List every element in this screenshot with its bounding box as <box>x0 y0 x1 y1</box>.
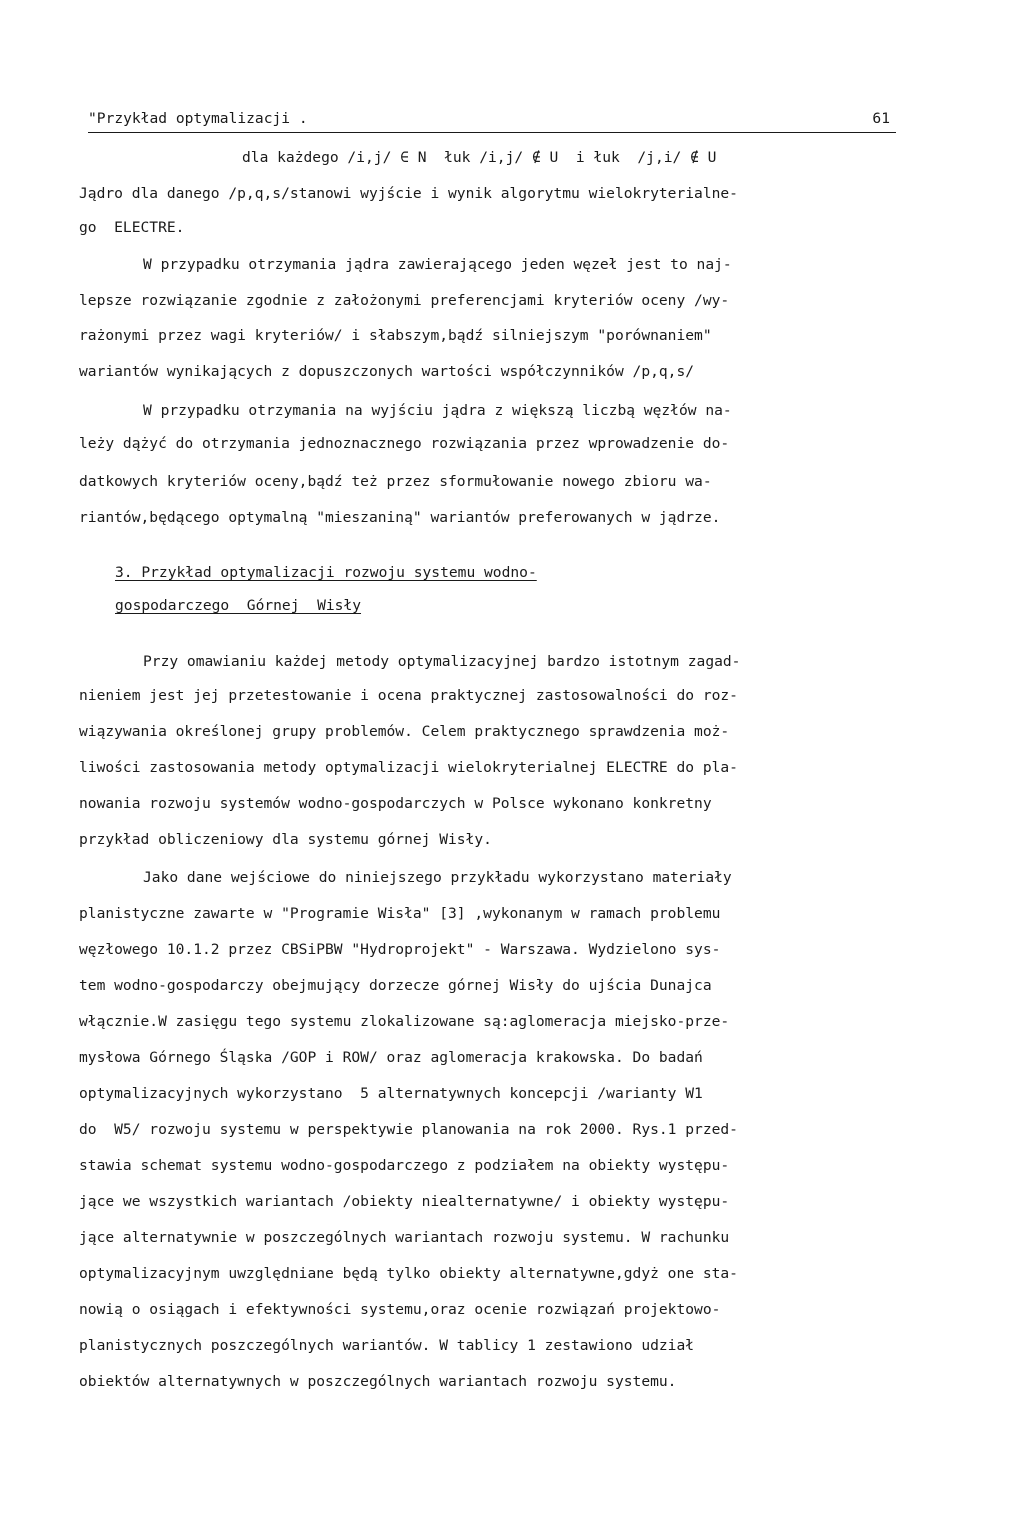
para5-line: mysłowa Górnego Śląska /GOP i ROW/ oraz aglomeracja krakowska. Do badań <box>79 1049 703 1066</box>
para4-line: nieniem jest jej przetestowanie i ocena praktycznej zastosowalności do roz- <box>79 687 738 704</box>
para1-line: Jądro dla danego /p,q,s/stanowi wyjście i wynik algorytmu wielokryterialne- <box>79 185 738 202</box>
para5-line: nowią o osiągach i efektywności systemu,oraz ocenie rozwiązań projektowo- <box>79 1301 721 1318</box>
section-heading-line1: 3. Przykład optymalizacji rozwoju systemu wodno- <box>115 564 537 581</box>
para4-line: nowania rozwoju systemów wodno-gospodarczych w Polsce wykonano konkretny <box>79 795 712 812</box>
para3-line: leży dążyć do otrzymania jednoznacznego rozwiązania przez wprowadzenie do- <box>79 435 730 452</box>
formula-line: dla każdego /i,j/ ∈ N łuk /i,j/ ∉ U i łuk /j,i/ ∉ U <box>242 149 717 166</box>
para4-line: Przy omawianiu każdej metody optymalizacyjnej bardzo istotnym zagad- <box>143 653 741 670</box>
para1-line: go ELECTRE. <box>79 219 185 236</box>
running-title: "Przykład optymalizacji . <box>88 110 308 127</box>
para4-line: przykład obliczeniowy dla systemu górnej Wisły. <box>79 831 492 848</box>
page-header <box>88 110 896 134</box>
para5-line: jące alternatywnie w poszczególnych wariantach rozwoju systemu. W rachunku <box>79 1229 730 1246</box>
para5-line: tem wodno-gospodarczy obejmujący dorzecze górnej Wisły do ujścia Dunajca <box>79 977 712 994</box>
section-heading-line2: gospodarczego Górnej Wisły <box>115 597 362 614</box>
para5-line: do W5/ rozwoju systemu w perspektywie planowania na rok 2000. Rys.1 przed- <box>79 1121 738 1138</box>
header-rule <box>88 132 896 133</box>
para2-line: W przypadku otrzymania jądra zawierającego jeden węzeł jest to naj- <box>143 256 732 273</box>
para2-line: wariantów wynikających z dopuszczonych wartości współczynników /p,q,s/ <box>79 363 695 380</box>
para3-line: datkowych kryteriów oceny,bądź też przez sformułowanie nowego zbioru wa- <box>79 473 712 490</box>
para2-line: rażonymi przez wagi kryteriów/ i słabszym,bądź silniejszym "porównaniem" <box>79 327 712 344</box>
para3-line: W przypadku otrzymania na wyjściu jądra z większą liczbą węzłów na- <box>143 402 732 419</box>
para4-line: liwości zastosowania metody optymalizacji wielokryterialnej ELECTRE do pla- <box>79 759 738 776</box>
para5-line: optymalizacyjnych wykorzystano 5 alternatywnych koncepcji /warianty W1 <box>79 1085 703 1102</box>
para5-line: włącznie.W zasięgu tego systemu zlokalizowane są:aglomeracja miejsko-prze- <box>79 1013 730 1030</box>
para5-line: planistyczne zawarte w "Programie Wisła" [3] ,wykonanym w ramach problemu <box>79 905 721 922</box>
para5-line: obiektów alternatywnych w poszczególnych wariantach rozwoju systemu. <box>79 1373 677 1390</box>
para5-line: optymalizacyjnym uwzględniane będą tylko obiekty alternatywne,gdyż one sta- <box>79 1265 738 1282</box>
page-number: 61 <box>872 110 890 127</box>
para2-line: lepsze rozwiązanie zgodnie z założonymi preferencjami kryteriów oceny /wy- <box>79 292 730 309</box>
para5-line: planistycznych poszczególnych wariantów. W tablicy 1 zestawiono udział <box>79 1337 695 1354</box>
para5-line: Jako dane wejściowe do niniejszego przykładu wykorzystano materiały <box>143 869 732 886</box>
para5-line: jące we wszystkich wariantach /obiekty niealternatywne/ i obiekty występu- <box>79 1193 730 1210</box>
para4-line: wiązywania określonej grupy problemów. Celem praktycznego sprawdzenia moż- <box>79 723 730 740</box>
para5-line: stawia schemat systemu wodno-gospodarczego z podziałem na obiekty występu- <box>79 1157 730 1174</box>
para5-line: węzłowego 10.1.2 przez CBSiPBW "Hydroprojekt" - Warszawa. Wydzielono sys- <box>79 941 721 958</box>
para3-line: riantów,będącego optymalną "mieszaniną" wariantów preferowanych w jądrze. <box>79 509 721 526</box>
